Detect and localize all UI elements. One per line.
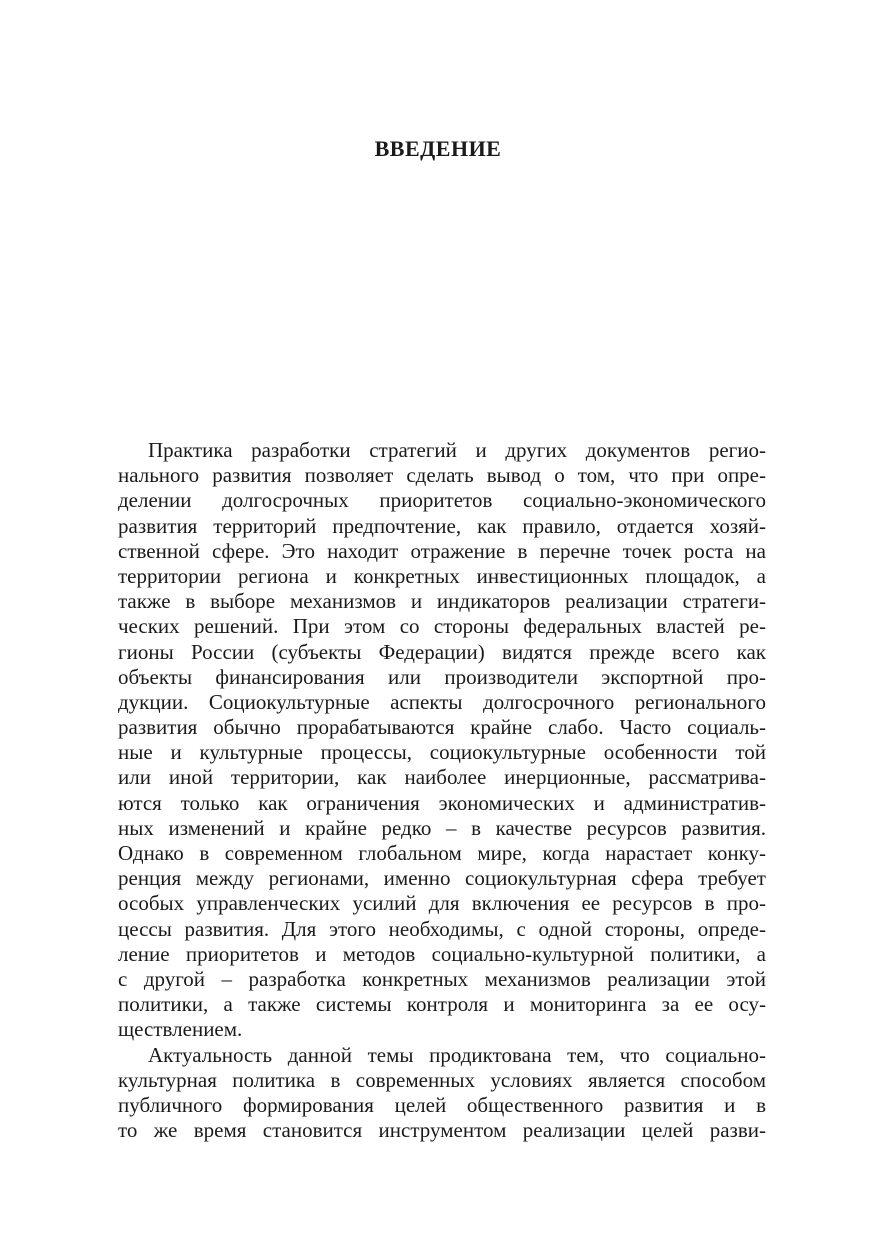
text-line: дукции. Социокультурные аспекты долгосрочного регионального	[118, 689, 766, 714]
text-line: нального развития позволяет сделать вывод о том, что при опре-	[118, 463, 766, 488]
text-line: ственной сфере. Это находит отражение в перечне точек роста на	[118, 538, 766, 563]
text-line: развития обычно прорабатываются крайне слабо. Часто социаль-	[118, 715, 766, 740]
text-line: ных изменений и крайне редко – в качестве ресурсов развития.	[118, 815, 766, 840]
text-line: ренция между регионами, именно социокультурная сфера требует	[118, 866, 766, 891]
text-line: территории региона и конкретных инвестиционных площадок, а	[118, 563, 766, 588]
text-line: особых управленческих усилий для включения ее ресурсов в про-	[118, 891, 766, 916]
text-line: публичного формирования целей общественного развития и в	[118, 1092, 766, 1117]
text-line: объекты финансирования или производители экспортной про-	[118, 664, 766, 689]
text-line: ление приоритетов и методов социально-культурной политики, а	[118, 941, 766, 966]
paragraph	[118, 438, 766, 1043]
paragraph	[118, 1043, 766, 1144]
text-line: культурная политика в современных условиях является способом	[118, 1067, 766, 1092]
text-line: ются только как ограничения экономических и административ-	[118, 790, 766, 815]
text-line: Однако в современном глобальном мире, когда нарастает конку-	[118, 841, 766, 865]
text-line: ческих решений. При этом со стороны федеральных властей ре-	[118, 614, 766, 639]
text-line: также в выборе механизмов и индикаторов реализации стратеги-	[118, 589, 766, 614]
body-text	[118, 438, 766, 1143]
page-title: ВВЕДЕНИЕ	[374, 136, 502, 161]
text-line: то же время становится инструментом реализации целей разви-	[118, 1118, 766, 1143]
text-line: ществлением.	[118, 1017, 243, 1042]
text-line: развития территорий предпочтение, как правило, отдается хозяй-	[118, 513, 766, 538]
text-line: делении долгосрочных приоритетов социально-экономического	[118, 488, 766, 513]
text-line: Практика разработки стратегий и других документов регио-	[148, 438, 766, 462]
text-line: Актуальность данной темы продиктована тем, что социально-	[148, 1042, 766, 1067]
text-line: с другой – разработка конкретных механизмов реализации этой	[118, 966, 766, 991]
text-line: ные и культурные процессы, социокультурные особенности той	[118, 740, 766, 765]
text-line: политики, а также системы контроля и мониторинга за ее осу-	[118, 992, 766, 1017]
text-line: гионы России (субъекты Федерации) видятся прежде всего как	[118, 639, 766, 664]
text-line: цессы развития. Для этого необходимы, с одной стороны, опреде-	[118, 916, 766, 941]
text-line: или иной территории, как наиболее инерционные, рассматрива-	[118, 765, 766, 790]
